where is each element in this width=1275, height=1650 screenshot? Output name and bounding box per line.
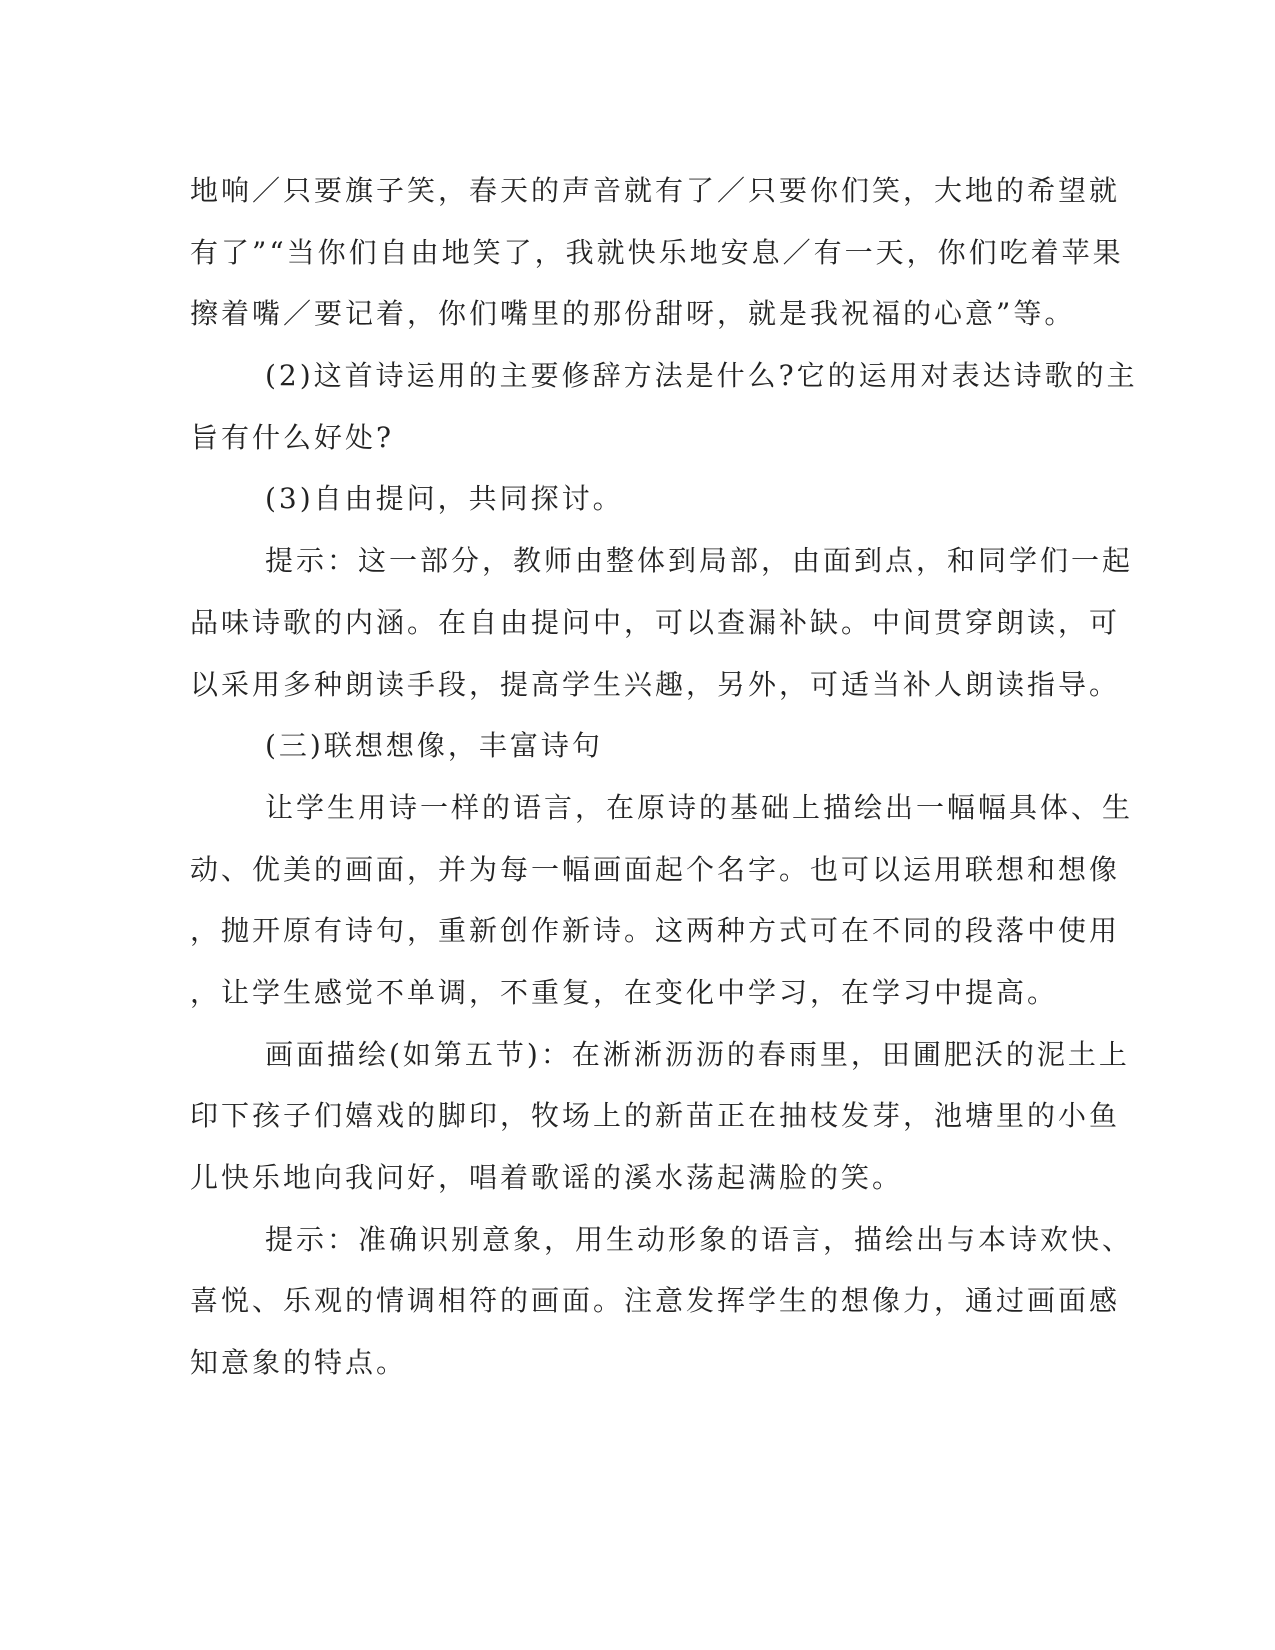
text-line: 动、优美的画面，并为每一幅画面起个名字。也可以运用联想和想像 bbox=[190, 852, 1121, 886]
text-line: 喜悦、乐观的情调相符的画面。注意发挥学生的想像力，通过画面感 bbox=[190, 1284, 1121, 1318]
text-line: 提示：准确识别意象，用生动形象的语言，描绘出与本诗欢快、 bbox=[265, 1222, 1134, 1256]
text-line: 品味诗歌的内涵。在自由提问中，可以查漏补缺。中间贯穿朗读，可 bbox=[190, 605, 1121, 639]
text-line: 有了”“当你们自由地笑了，我就快乐地安息／有一天，你们吃着苹果 bbox=[190, 235, 1124, 269]
text-line: 旨有什么好处? bbox=[190, 420, 395, 454]
text-line: (2)这首诗运用的主要修辞方法是什么?它的运用对表达诗歌的主 bbox=[265, 359, 1138, 393]
text-line: 儿快乐地向我问好，唱着歌谣的溪水荡起满脸的笑。 bbox=[190, 1161, 904, 1194]
text-line: 让学生用诗一样的语言，在原诗的基础上描绘出一幅幅具体、生 bbox=[265, 790, 1134, 824]
text-line: 画面描绘(如第五节)：在淅淅沥沥的春雨里，田圃肥沃的泥土上 bbox=[265, 1037, 1130, 1071]
section-heading: (三)联想想像，丰富诗句 bbox=[265, 729, 603, 763]
text-line: 地响／只要旗子笑，春天的声音就有了／只要你们笑，大地的希望就 bbox=[190, 174, 1121, 207]
text-line: 擦着嘴／要记着，你们嘴里的那份甜呀，就是我祝福的心意”等。 bbox=[190, 297, 1076, 331]
document-body bbox=[190, 160, 1138, 1394]
text-line: ，抛开原有诗句，重新创作新诗。这两种方式可在不同的段落中使用 bbox=[190, 914, 1121, 948]
text-line: (3)自由提问，共同探讨。 bbox=[265, 482, 624, 516]
text-line: ，让学生感觉不单调，不重复，在变化中学习，在学习中提高。 bbox=[190, 975, 1059, 1009]
text-line: 提示：这一部分，教师由整体到局部，由面到点，和同学们一起 bbox=[265, 544, 1134, 578]
text-line: 知意象的特点。 bbox=[190, 1346, 408, 1380]
text-line: 以采用多种朗读手段，提高学生兴趣，另外，可适当补人朗读指导。 bbox=[190, 667, 1121, 701]
text-line: 印下孩子们嬉戏的脚印，牧场上的新苗正在抽枝发芽，池塘里的小鱼 bbox=[190, 1099, 1121, 1133]
